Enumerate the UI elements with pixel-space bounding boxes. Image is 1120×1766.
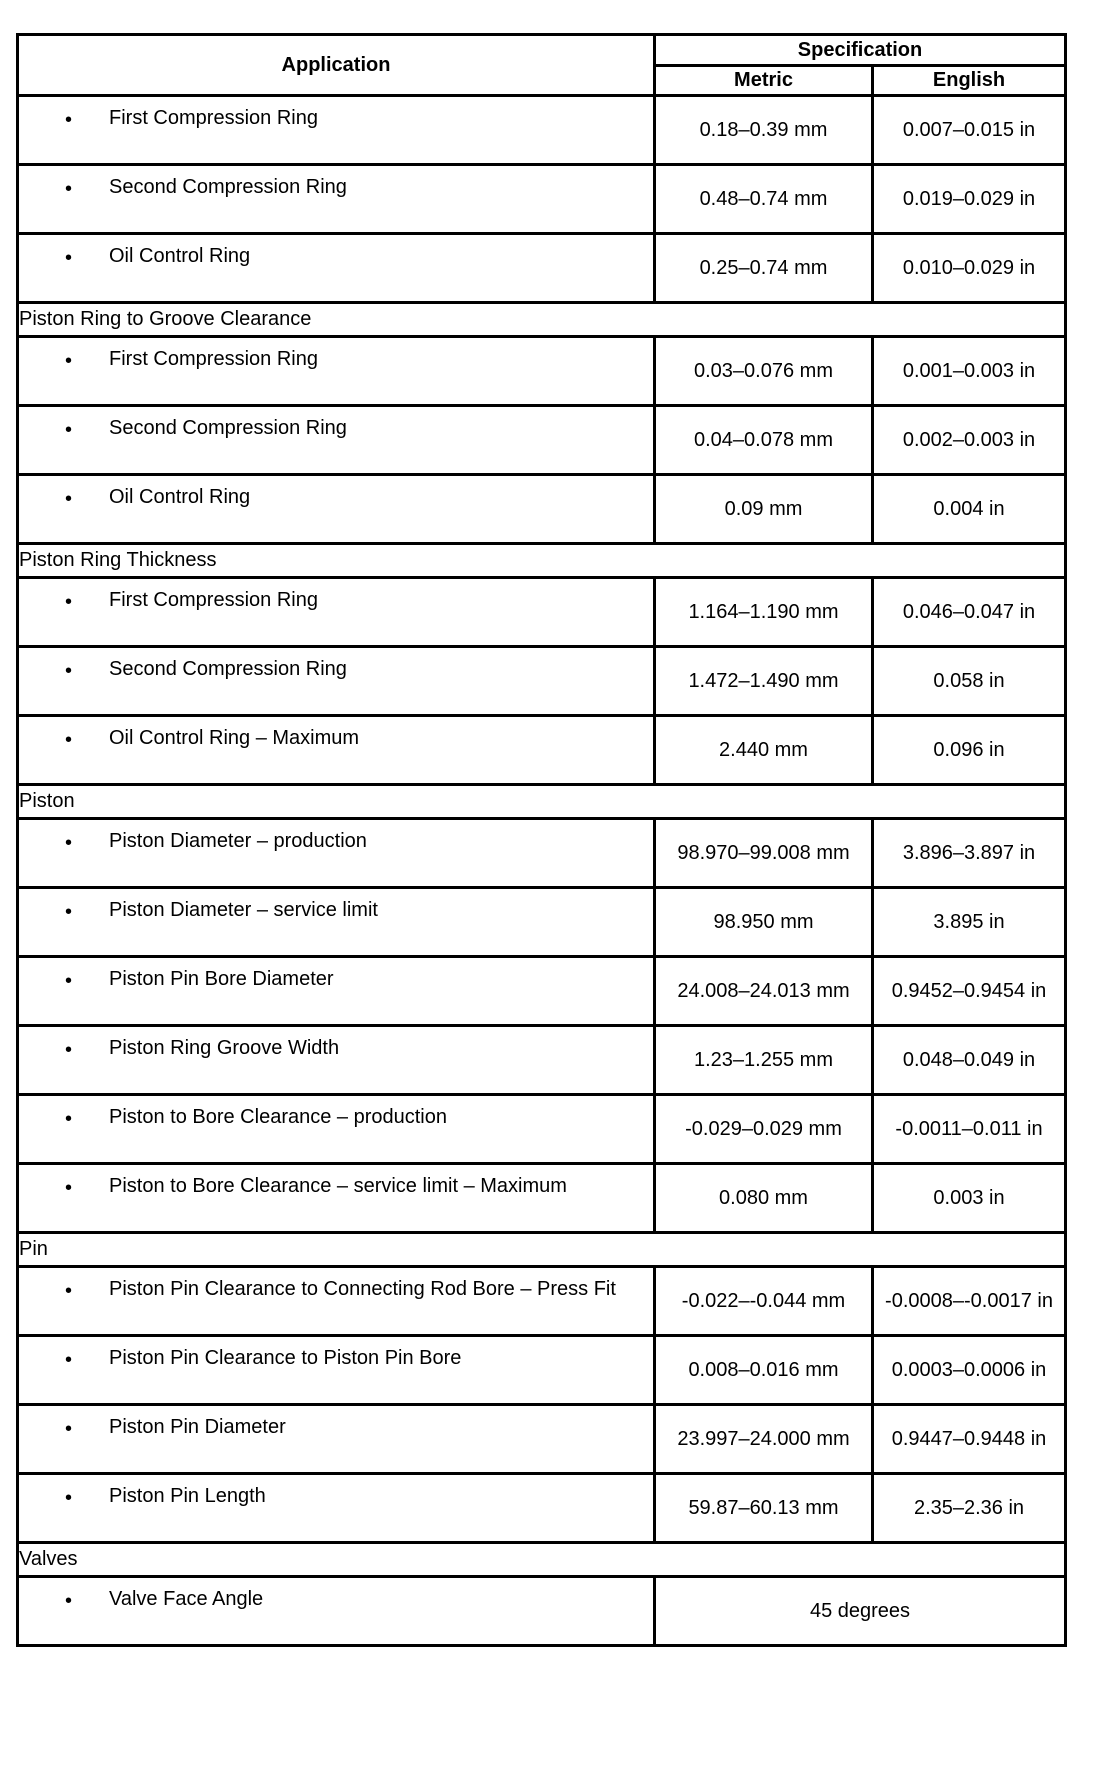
application-label: Piston Pin Length <box>109 1485 266 1507</box>
english-value: 0.001–0.003 in <box>873 337 1066 406</box>
metric-value: -0.029–0.029 mm <box>655 1095 873 1164</box>
english-value: 3.896–3.897 in <box>873 819 1066 888</box>
section-row <box>18 1233 1066 1267</box>
application-cell <box>18 234 655 303</box>
metric-value: 0.09 mm <box>655 475 873 544</box>
english-value: 0.003 in <box>873 1164 1066 1233</box>
bullet-icon: • <box>65 660 73 682</box>
table-row <box>18 647 1066 716</box>
application-cell <box>18 1164 655 1233</box>
application-label: Piston Pin Bore Diameter <box>109 968 334 990</box>
table-row <box>18 1474 1066 1543</box>
table-row <box>18 1164 1066 1233</box>
table-row <box>18 96 1066 165</box>
section-label: Pin <box>18 1233 1066 1267</box>
application-cell <box>18 647 655 716</box>
table-row <box>18 1095 1066 1164</box>
english-value: 2.35–2.36 in <box>873 1474 1066 1543</box>
metric-value: 23.997–24.000 mm <box>655 1405 873 1474</box>
section-row <box>18 544 1066 578</box>
english-header: English <box>873 66 1066 96</box>
spec-body <box>18 96 1066 1646</box>
table-row <box>18 716 1066 785</box>
english-value: 0.019–0.029 in <box>873 165 1066 234</box>
english-value: 0.9452–0.9454 in <box>873 957 1066 1026</box>
bullet-icon: • <box>65 1590 73 1612</box>
application-cell <box>18 337 655 406</box>
specification-value: 45 degrees <box>655 1577 1066 1646</box>
english-value: 0.058 in <box>873 647 1066 716</box>
application-label: Piston Diameter – service limit <box>109 899 378 921</box>
application-label: Second Compression Ring <box>109 658 347 680</box>
metric-value: 0.18–0.39 mm <box>655 96 873 165</box>
bullet-icon: • <box>65 729 73 751</box>
metric-value: -0.022–-0.044 mm <box>655 1267 873 1336</box>
specification-header: Specification <box>655 35 1066 66</box>
application-label: Valve Face Angle <box>109 1588 264 1610</box>
table-row <box>18 337 1066 406</box>
bullet-icon: • <box>65 832 73 854</box>
application-cell <box>18 96 655 165</box>
english-value: 0.048–0.049 in <box>873 1026 1066 1095</box>
bullet-icon: • <box>65 901 73 923</box>
bullet-icon: • <box>65 350 73 372</box>
metric-value: 1.23–1.255 mm <box>655 1026 873 1095</box>
section-label: Piston Ring Thickness <box>18 544 1066 578</box>
application-label: Piston Diameter – production <box>109 830 367 852</box>
table-row <box>18 234 1066 303</box>
table-row <box>18 1267 1066 1336</box>
english-value: 0.0003–0.0006 in <box>873 1336 1066 1405</box>
bullet-icon: • <box>65 1418 73 1440</box>
metric-value: 0.04–0.078 mm <box>655 406 873 475</box>
metric-header: Metric <box>655 66 873 96</box>
application-label: First Compression Ring <box>109 589 318 611</box>
section-row <box>18 303 1066 337</box>
metric-value: 24.008–24.013 mm <box>655 957 873 1026</box>
metric-value: 1.164–1.190 mm <box>655 578 873 647</box>
application-cell <box>18 1336 655 1405</box>
bullet-icon: • <box>65 1108 73 1130</box>
application-label: Piston Pin Clearance to Connecting Rod Bore – Press Fit <box>109 1278 616 1300</box>
application-label: First Compression Ring <box>109 348 318 370</box>
metric-value: 0.03–0.076 mm <box>655 337 873 406</box>
bullet-icon: • <box>65 488 73 510</box>
metric-value: 0.48–0.74 mm <box>655 165 873 234</box>
english-value: -0.0011–0.011 in <box>873 1095 1066 1164</box>
application-cell <box>18 1026 655 1095</box>
english-value: 0.004 in <box>873 475 1066 544</box>
application-cell <box>18 578 655 647</box>
application-label: First Compression Ring <box>109 107 318 129</box>
table-row <box>18 1026 1066 1095</box>
application-label: Oil Control Ring <box>109 245 251 267</box>
bullet-icon: • <box>65 178 73 200</box>
bullet-icon: • <box>65 1487 73 1509</box>
application-cell <box>18 165 655 234</box>
bullet-icon: • <box>65 1280 73 1302</box>
english-value: -0.0008–-0.0017 in <box>873 1267 1066 1336</box>
table-row <box>18 888 1066 957</box>
section-row <box>18 785 1066 819</box>
section-row <box>18 1543 1066 1577</box>
application-label: Oil Control Ring <box>109 486 251 508</box>
application-cell <box>18 406 655 475</box>
table-row <box>18 819 1066 888</box>
application-cell <box>18 1577 655 1646</box>
application-cell <box>18 716 655 785</box>
spec-table <box>16 33 1067 1647</box>
application-label: Oil Control Ring – Maximum <box>109 727 360 749</box>
table-row <box>18 406 1066 475</box>
application-label: Piston Pin Clearance to Piston Pin Bore <box>109 1347 462 1369</box>
bullet-icon: • <box>65 591 73 613</box>
section-label: Piston <box>18 785 1066 819</box>
application-cell <box>18 475 655 544</box>
application-cell <box>18 1405 655 1474</box>
english-value: 0.046–0.047 in <box>873 578 1066 647</box>
table-row <box>18 1577 1066 1646</box>
table-row <box>18 1336 1066 1405</box>
english-value: 0.007–0.015 in <box>873 96 1066 165</box>
metric-value: 98.950 mm <box>655 888 873 957</box>
english-value: 0.002–0.003 in <box>873 406 1066 475</box>
metric-value: 59.87–60.13 mm <box>655 1474 873 1543</box>
english-value: 0.9447–0.9448 in <box>873 1405 1066 1474</box>
bullet-icon: • <box>65 247 73 269</box>
bullet-icon: • <box>65 419 73 441</box>
metric-value: 0.008–0.016 mm <box>655 1336 873 1405</box>
application-header: Application <box>18 35 655 96</box>
application-label: Second Compression Ring <box>109 417 347 439</box>
bullet-icon: • <box>65 109 73 131</box>
section-label: Valves <box>18 1543 1066 1577</box>
section-label: Piston Ring to Groove Clearance <box>18 303 1066 337</box>
metric-value: 98.970–99.008 mm <box>655 819 873 888</box>
application-cell <box>18 819 655 888</box>
application-cell <box>18 1095 655 1164</box>
english-value: 3.895 in <box>873 888 1066 957</box>
application-cell <box>18 888 655 957</box>
application-cell <box>18 1267 655 1336</box>
application-label: Piston to Bore Clearance – production <box>109 1106 447 1128</box>
table-row <box>18 1405 1066 1474</box>
metric-value: 2.440 mm <box>655 716 873 785</box>
table-row <box>18 475 1066 544</box>
application-label: Piston Ring Groove Width <box>109 1037 340 1059</box>
application-label: Piston to Bore Clearance – service limit – Maximum <box>109 1175 567 1197</box>
table-row <box>18 165 1066 234</box>
bullet-icon: • <box>65 1039 73 1061</box>
bullet-icon: • <box>65 1177 73 1199</box>
metric-value: 1.472–1.490 mm <box>655 647 873 716</box>
table-row <box>18 578 1066 647</box>
application-label: Piston Pin Diameter <box>109 1416 286 1438</box>
metric-value: 0.080 mm <box>655 1164 873 1233</box>
table-row <box>18 957 1066 1026</box>
metric-value: 0.25–0.74 mm <box>655 234 873 303</box>
application-cell <box>18 1474 655 1543</box>
bullet-icon: • <box>65 970 73 992</box>
application-label: Second Compression Ring <box>109 176 347 198</box>
english-value: 0.010–0.029 in <box>873 234 1066 303</box>
english-value: 0.096 in <box>873 716 1066 785</box>
application-cell <box>18 957 655 1026</box>
bullet-icon: • <box>65 1349 73 1371</box>
header-row <box>18 35 1066 66</box>
